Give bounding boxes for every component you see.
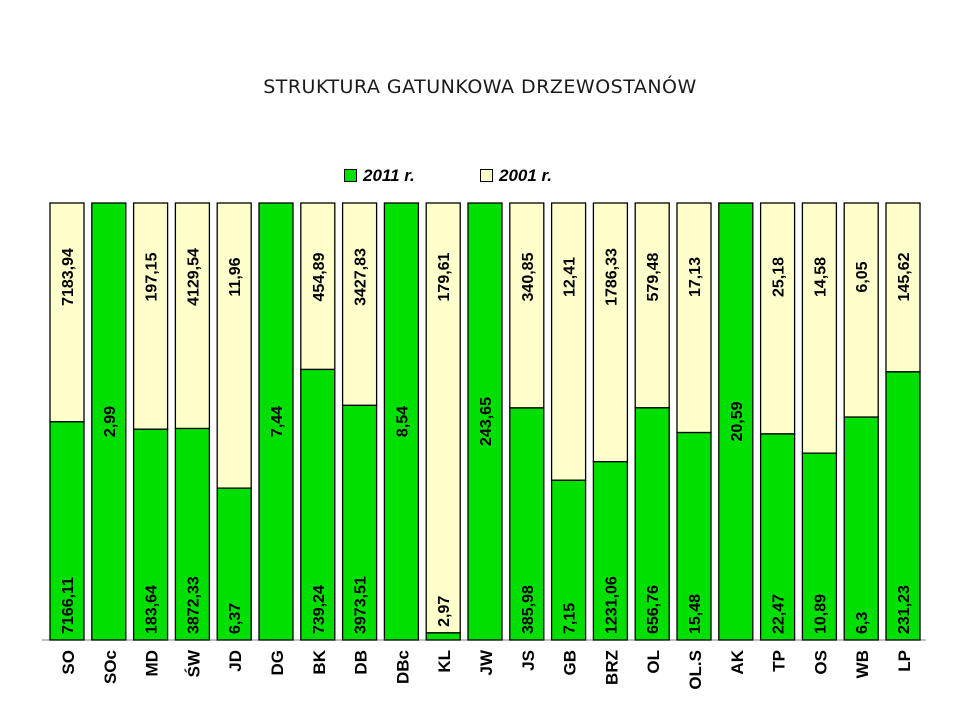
- data-label-2001-BRZ: 1786,33: [603, 248, 621, 306]
- data-label-2011-BRZ: 1231,06: [603, 576, 621, 634]
- category-label-SOc: SOc: [100, 650, 120, 685]
- bar-2001-JD: [217, 203, 251, 488]
- data-label-2011-TP: 22,47: [770, 593, 788, 634]
- data-label-2001-BK: 454,89: [310, 252, 328, 302]
- category-label-LP: LP: [895, 650, 914, 672]
- bar-2001-GB: [552, 203, 586, 480]
- data-label-2001-ŚW: 4129,54: [185, 248, 203, 306]
- data-label-2001-KL: 179,61: [436, 252, 454, 302]
- data-label-2011-OL: 656,76: [645, 585, 663, 634]
- category-label-BK: BK: [309, 650, 329, 675]
- legend-label-2011: 2011 r.: [363, 166, 415, 185]
- data-label-2011-OS: 10,89: [812, 593, 830, 634]
- data-label-2011-LP: 231,23: [896, 585, 913, 634]
- data-label-2011-DG: 7,44: [269, 405, 286, 438]
- data-label-2011-GB: 7,15: [561, 602, 579, 634]
- data-label-2011-JD: 6,37: [227, 602, 245, 634]
- bar-2001-MD: [134, 203, 168, 429]
- bar-2001-JS: [510, 203, 544, 408]
- bar-2001-WB: [844, 203, 878, 417]
- category-label-OL.S: OL.S: [686, 650, 705, 690]
- data-label-2011-MD: 183,64: [143, 585, 161, 634]
- bar-2001-OL.S: [677, 203, 711, 433]
- data-label-2011-SOc: 2,99: [101, 405, 119, 438]
- category-label-DB: DB: [351, 650, 371, 675]
- data-label-2011-ŚW: 3872,33: [185, 576, 203, 634]
- bar-2001-OL: [635, 203, 669, 408]
- category-label-DBc: DBc: [393, 650, 413, 685]
- data-label-2001-OS: 14,58: [812, 256, 830, 298]
- chart-title: STRUKTURA GATUNKOWA DRZEWOSTANÓW: [263, 76, 697, 98]
- data-label-2011-DB: 3973,51: [352, 576, 370, 634]
- category-label-GB: GB: [560, 650, 580, 676]
- data-label-2011-JW: 243,65: [478, 397, 495, 446]
- data-label-2011-WB: 6,3: [854, 611, 872, 634]
- category-label-OS: OS: [811, 650, 831, 675]
- category-label-JS: JS: [518, 650, 538, 671]
- data-label-2001-MD: 197,15: [143, 252, 161, 302]
- data-label-2011-SO: 7166,11: [60, 577, 77, 634]
- data-label-2001-TP: 25,18: [770, 256, 788, 298]
- category-label-WB: WB: [853, 650, 873, 679]
- data-label-2001-OL: 579,48: [645, 252, 663, 302]
- bar-2001-OS: [802, 203, 836, 453]
- bar-2001-TP: [761, 203, 795, 434]
- category-label-OL: OL: [644, 650, 664, 674]
- bar-2001-ŚW: [175, 203, 209, 429]
- legend-label-2001: 2001 r.: [499, 166, 552, 185]
- category-label-JW: JW: [477, 650, 496, 676]
- data-label-2001-OL.S: 17,13: [687, 256, 704, 298]
- data-label-2011-KL: 2,97: [436, 595, 454, 627]
- data-label-2001-SO: 7183,94: [60, 248, 77, 306]
- bar-2011-KL: [426, 633, 460, 640]
- bar-2001-BRZ: [593, 203, 627, 462]
- category-label-JD: JD: [226, 650, 246, 672]
- category-label-SO: SO: [59, 650, 78, 675]
- category-label-ŚW: ŚW: [184, 650, 204, 678]
- category-label-TP: TP: [769, 650, 789, 672]
- data-label-2001-WB: 6,05: [854, 261, 872, 293]
- category-label-KL: KL: [435, 650, 455, 673]
- data-label-2001-DB: 3427,83: [352, 248, 370, 306]
- data-label-2011-AK: 20,59: [728, 401, 746, 442]
- category-label-MD: MD: [142, 650, 162, 677]
- category-label-DG: DG: [268, 650, 287, 676]
- data-label-2001-JD: 11,96: [227, 257, 245, 297]
- data-label-2011-OL.S: 15,48: [687, 593, 704, 634]
- bar-2011-WB: [844, 417, 878, 640]
- data-label-2011-BK: 739,24: [310, 585, 328, 634]
- category-label-AK: AK: [727, 650, 747, 675]
- data-label-2001-JS: 340,85: [519, 252, 537, 302]
- data-label-2001-LP: 145,62: [896, 252, 913, 302]
- bar-2001-SO: [50, 203, 84, 422]
- data-label-2001-GB: 12,41: [561, 256, 579, 298]
- data-label-2011-JS: 385,98: [519, 585, 537, 634]
- data-label-2011-DBc: 8,54: [394, 405, 412, 438]
- category-label-BRZ: BRZ: [602, 650, 622, 685]
